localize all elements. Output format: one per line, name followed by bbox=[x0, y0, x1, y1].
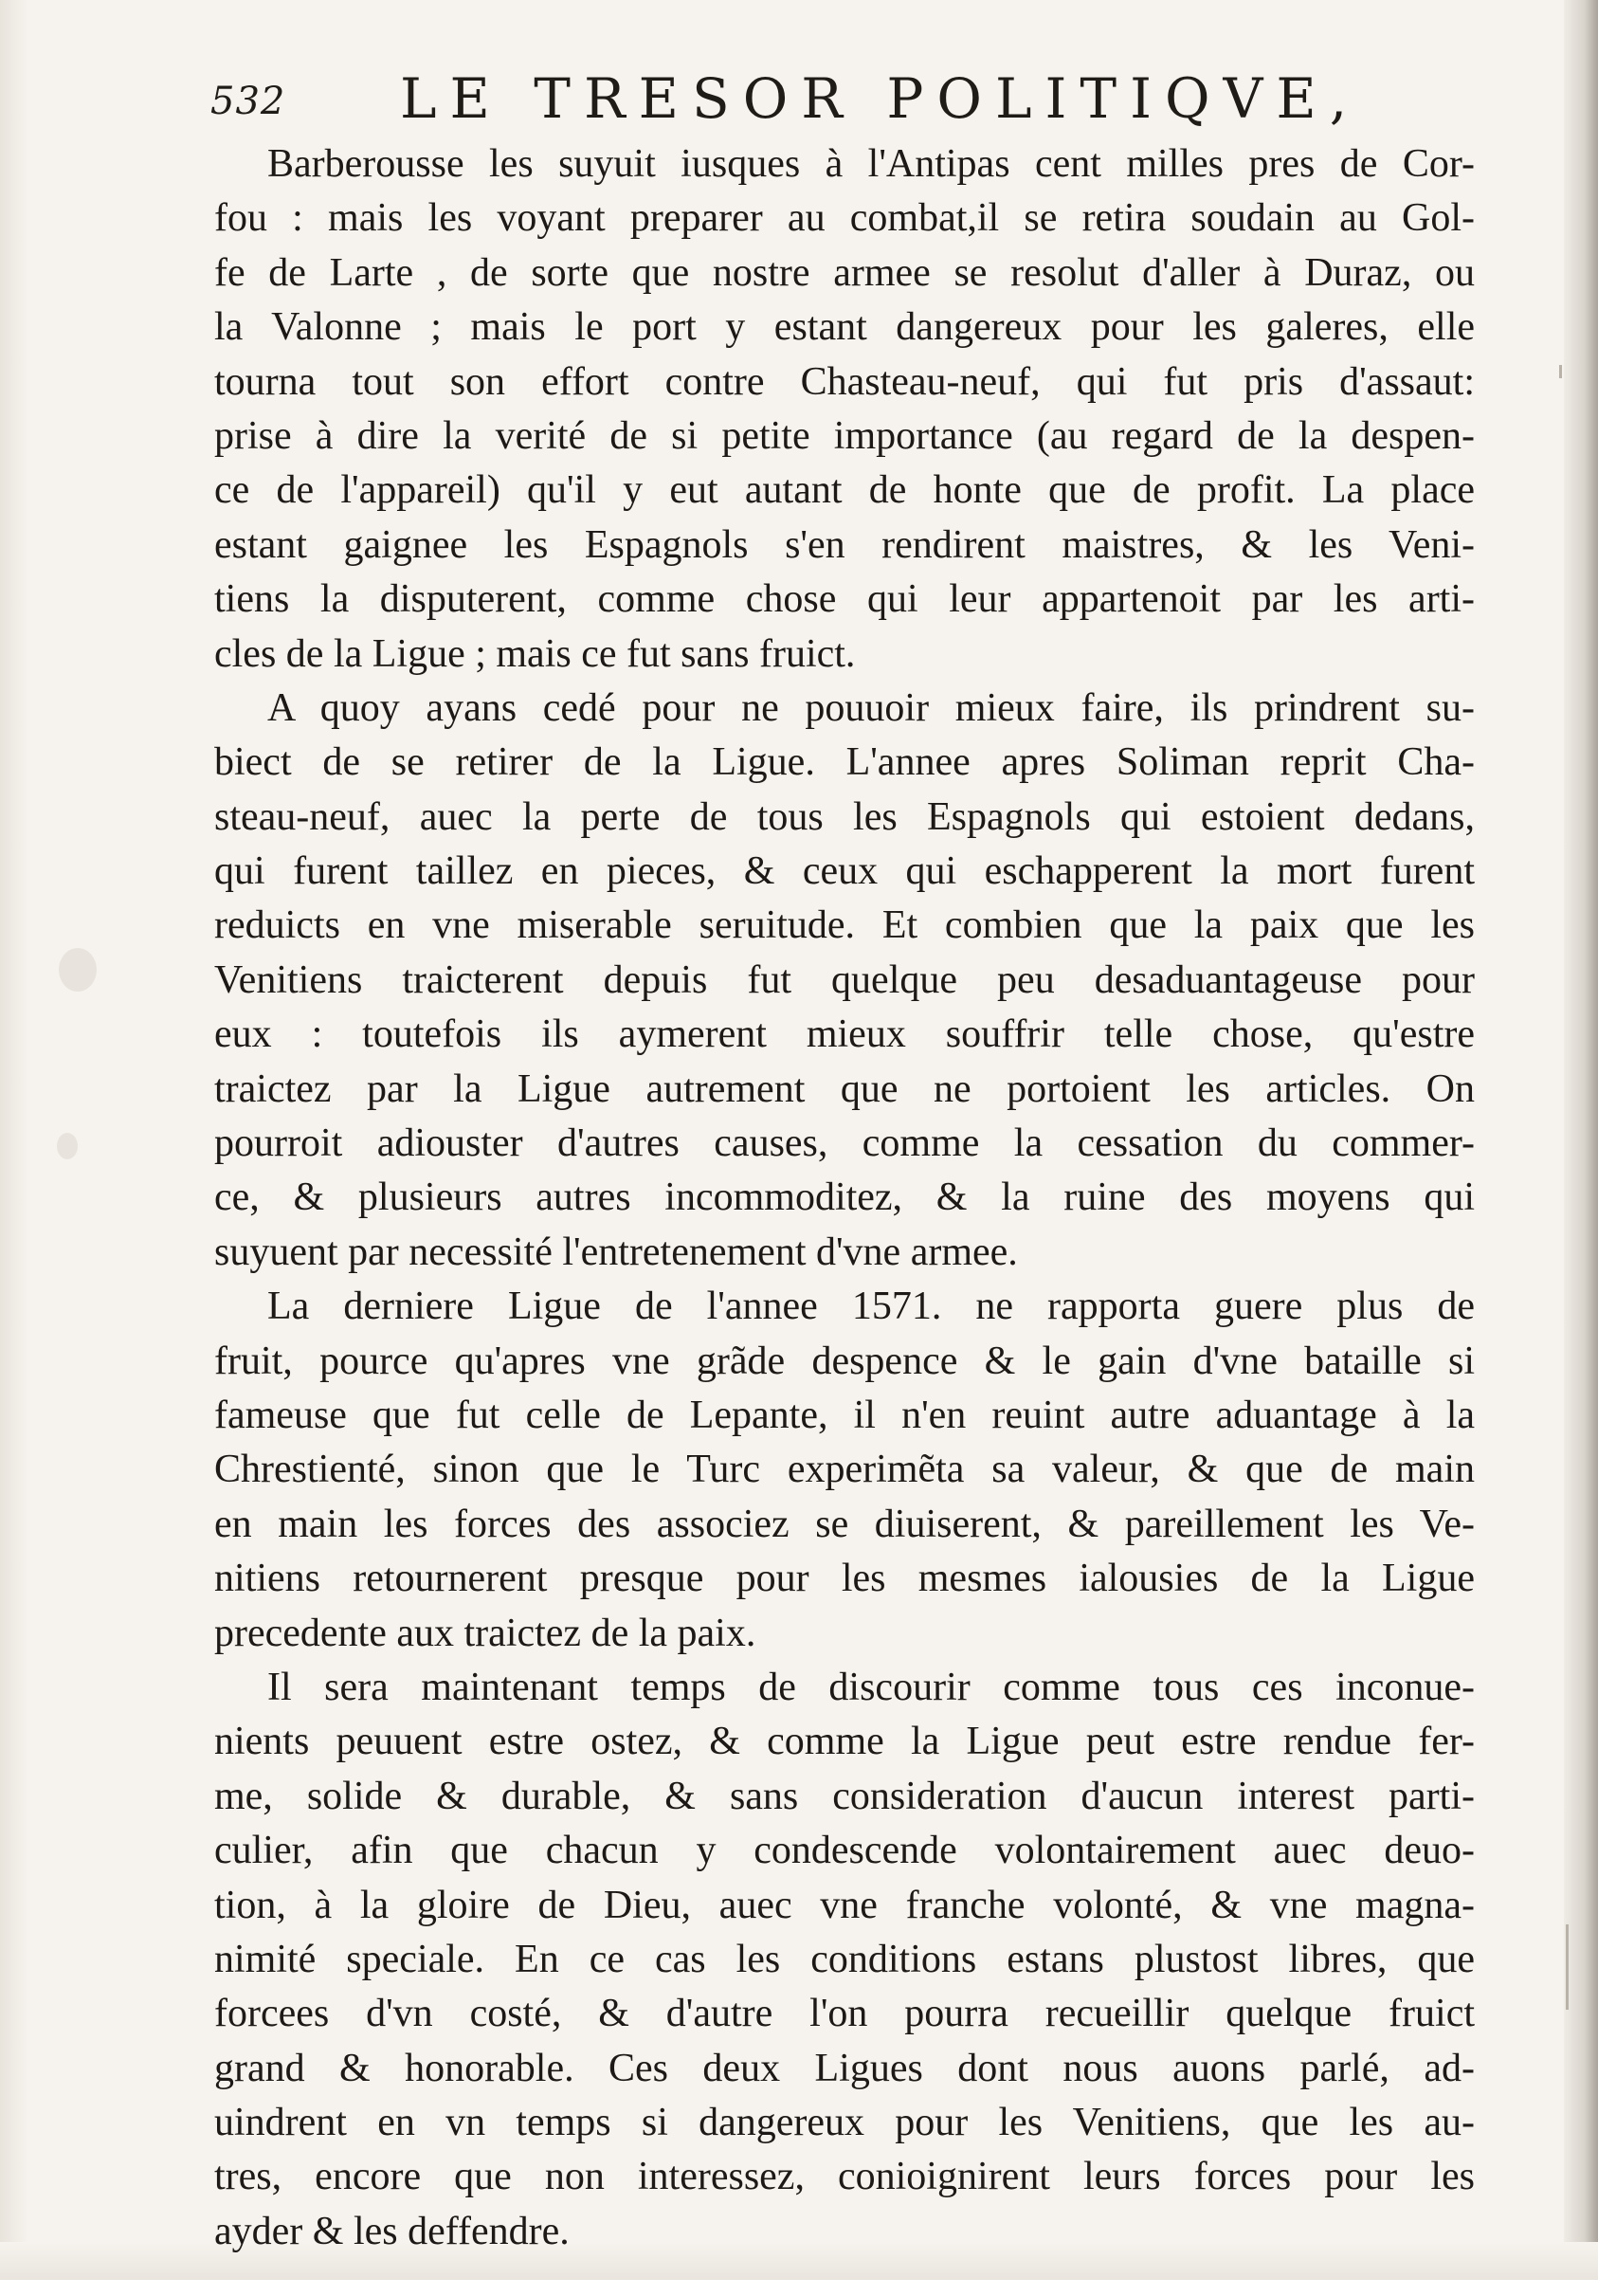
text-line: estant gaignee les Espagnols s'en rendirent maistres, & les Veni- bbox=[214, 522, 1475, 567]
text-line: tiens la disputerent, comme chose qui leur appartenoit par les arti- bbox=[214, 577, 1475, 622]
text-line: forcees d'vn costé, & d'autre l'on pourra recueillir quelque fruict bbox=[214, 1992, 1475, 2036]
text-line: Il sera maintenant temps de discourir comme tous ces inconue- bbox=[267, 1665, 1475, 1709]
page-edge-shadow bbox=[1564, 0, 1598, 2280]
text-line: en main les forces des associez se diuiserent, & pareillement les Ve- bbox=[214, 1502, 1475, 1546]
text-line: uindrent en vn temps si dangereux pour les Venitiens, que les au- bbox=[214, 2101, 1475, 2145]
running-title: LE TRESOR POLITIQVE, bbox=[400, 66, 1361, 131]
text-line: nients peuuent estre ostez, & comme la Ligue peut estre rendue fer- bbox=[214, 1720, 1475, 1764]
text-line: Venitiens traicterent depuis fut quelque peu desaduantageuse pour bbox=[214, 957, 1475, 1002]
text-line: fruit, pource qu'apres vne grãde despence & le gain d'vne bataille si bbox=[214, 1339, 1475, 1383]
text-line: me, solide & durable, & sans consideration d'aucun interest parti- bbox=[214, 1774, 1475, 1818]
text-line: reduicts en vne miserable seruitude. Et combien que la paix que les bbox=[214, 903, 1475, 948]
text-line: nitiens retournerent presque pour les mesmes ialousies de la Ligue bbox=[214, 1557, 1475, 1601]
text-line: tourna tout son effort contre Chasteau-neuf, qui fut pris d'assaut: bbox=[214, 359, 1475, 404]
text-line: traictez par la Ligue autrement que ne portoient les articles. On bbox=[214, 1066, 1475, 1111]
page-number: 532 bbox=[210, 80, 286, 123]
body-text bbox=[214, 137, 1475, 2259]
text-line: pourroit adiouster d'autres causes, comme la cessation du commer- bbox=[214, 1121, 1475, 1166]
running-header bbox=[210, 66, 1443, 142]
text-line: suyuent par necessité l'entretenement d'vne armee. bbox=[214, 1230, 1018, 1274]
text-line: A quoy ayans cedé pour ne pouuoir mieux faire, ils prindrent su- bbox=[267, 685, 1475, 730]
text-line: nimité speciale. En ce cas les conditions estans plustost libres, que bbox=[214, 1937, 1475, 1981]
page-gutter-shadow bbox=[0, 0, 28, 2280]
text-line: La derniere Ligue de l'annee 1571. ne rapporta guere plus de bbox=[267, 1285, 1475, 1329]
text-line: cles de la Ligue ; mais ce fut sans fruict. bbox=[214, 631, 856, 676]
text-line: Barberousse les suyuit iusques à l'Antipas cent milles pres de Cor- bbox=[267, 142, 1475, 186]
text-line: Chrestienté, sinon que le Turc experimẽta sa valeur, & que de main bbox=[214, 1448, 1475, 1492]
text-line: precedente aux traictez de la paix. bbox=[214, 1611, 756, 1655]
text-line: ce de l'appareil) qu'il y eut autant de honte que de profit. La place bbox=[214, 468, 1475, 513]
text-line: steau-neuf, auec la perte de tous les Espagnols qui estoient dedans, bbox=[214, 794, 1475, 839]
margin-tick bbox=[1559, 365, 1562, 378]
text-line: eux : toutefois ils aymerent mieux souffrir telle chose, qu'estre bbox=[214, 1012, 1475, 1057]
text-line: fe de Larte , de sorte que nostre armee se resolut d'aller à Duraz, ou bbox=[214, 250, 1475, 295]
text-line: tres, encore que non interessez, conioignirent leurs forces pour les bbox=[214, 2155, 1475, 2199]
text-line: fou : mais les voyant preparer au combat,il se retira soudain au Gol- bbox=[214, 196, 1475, 241]
text-line: la Valonne ; mais le port y estant dangereux pour les galeres, elle bbox=[214, 305, 1475, 350]
stain-mark bbox=[59, 948, 97, 992]
text-line: biect de se retirer de la Ligue. L'annee apres Soliman reprit Cha- bbox=[214, 740, 1475, 785]
text-line: prise à dire la verité de si petite importance (au regard de la despen- bbox=[214, 413, 1475, 458]
text-line: ayder & les deffendre. bbox=[214, 2209, 570, 2253]
stain-mark bbox=[57, 1133, 78, 1159]
text-line: culier, afin que chacun y condescende volontairement auec deuo- bbox=[214, 1829, 1475, 1873]
margin-tick bbox=[1566, 1924, 1569, 2010]
text-line: fameuse que fut celle de Lepante, il n'en reuint autre aduantage à la bbox=[214, 1393, 1475, 1437]
text-line: ce, & plusieurs autres incommoditez, & la ruine des moyens qui bbox=[214, 1175, 1475, 1220]
text-line: tion, à la gloire de Dieu, auec vne franche volonté, & vne magna- bbox=[214, 1883, 1475, 1927]
text-line: qui furent taillez en pieces, & ceux qui eschapperent la mort furent bbox=[214, 849, 1475, 894]
text-line: grand & honorable. Ces deux Ligues dont nous auons parlé, ad- bbox=[214, 2046, 1475, 2090]
